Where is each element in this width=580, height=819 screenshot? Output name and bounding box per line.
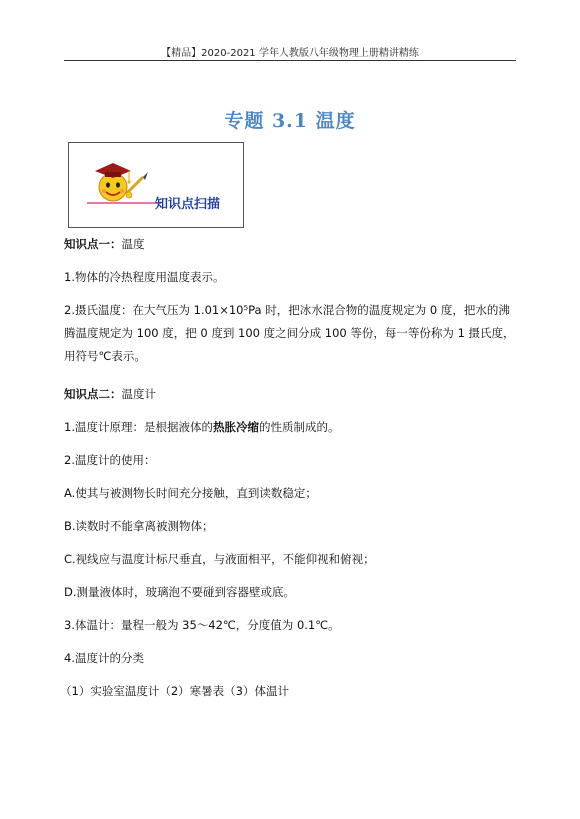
kp2-paragraph-5: （1）实验室温度计（2）寒暑表（3）体温计 bbox=[60, 684, 289, 698]
kp1-heading-bold: 知识点一： bbox=[64, 237, 122, 251]
header-rule bbox=[64, 60, 516, 61]
graduation-cap-smiley-icon bbox=[69, 143, 243, 227]
kp2-paragraph-3: 3.体温计：量程一般为 35～42℃，分度值为 0.1℃。 bbox=[64, 618, 340, 632]
page-title: 专题 3.1 温度 bbox=[224, 110, 356, 132]
kp2-p1-post: 的性质制成的。 bbox=[258, 420, 340, 434]
kp2-item-d: D.测量液体时，玻璃泡不要碰到容器壁或底。 bbox=[64, 585, 296, 599]
knowledge-banner bbox=[68, 142, 244, 228]
kp1-paragraph-2: 2.摄氏温度：在大气压为 1.01×10⁵Pa 时，把冰水混合物的温度规定为 0 度，把水的沸腾温度规定为 100 度，把 0 度到 100 度之间分成 100 等份，每一等份称为 1 摄氏度，用符号℃表示。 bbox=[64, 303, 515, 363]
kp2-item-a: A.使其与被测物长时间充分接触，直到读数稳定； bbox=[64, 486, 317, 500]
kp2-heading bbox=[64, 386, 518, 402]
running-header: 【精品】2020-2021 学年人教版八年级物理上册精讲精练 bbox=[161, 48, 419, 59]
kp1-paragraph-1: 1.物体的冷热程度用温度表示。 bbox=[64, 270, 225, 284]
kp2-item-c: C.视线应与温度计标尺垂直，与液面相平，不能仰视和俯视； bbox=[64, 552, 375, 566]
kp2-paragraph-2: 2.温度计的使用： bbox=[64, 453, 156, 467]
kp1-heading bbox=[64, 236, 518, 252]
kp2-p1-pre: 1.温度计原理：是根据液体的 bbox=[64, 420, 213, 434]
kp2-item-b: B.读数时不能拿离被测物体； bbox=[64, 519, 214, 533]
kp1-heading-text: 温度 bbox=[121, 237, 145, 251]
kp2-paragraph-1 bbox=[64, 419, 518, 435]
kp2-heading-bold: 知识点二： bbox=[64, 387, 122, 401]
kp2-heading-text: 温度计 bbox=[121, 387, 156, 401]
content-body bbox=[60, 236, 518, 699]
banner-label: 知识点扫描 bbox=[155, 197, 221, 212]
kp2-paragraph-4: 4.温度计的分类 bbox=[64, 651, 144, 665]
kp2-p1-bold: 热胀冷缩 bbox=[212, 420, 259, 434]
